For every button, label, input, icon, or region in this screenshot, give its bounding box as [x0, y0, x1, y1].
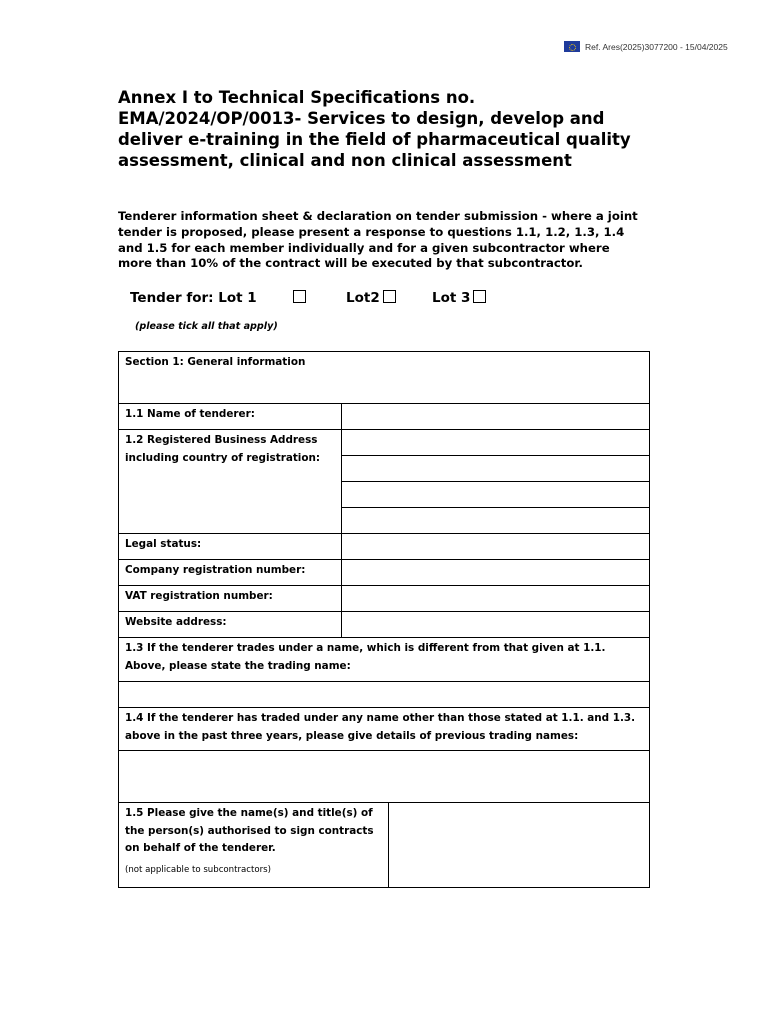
lot3-label: Lot 3	[432, 290, 471, 306]
reference-stamp	[564, 41, 728, 52]
name-label: 1.1 Name of tenderer:	[125, 408, 255, 420]
document-title: Annex I to Technical Specifications no. EMA/2024/OP/0013- Services to design, develop and deliver e-training in the field of pharmaceutical quality assessment, clinical and non clinical assessment	[118, 88, 631, 170]
signatory-label: 1.5 Please give the name(s) and title(s) of the person(s) authorised to sign contracts on behalf of the tenderer.	[125, 807, 374, 854]
vat-field[interactable]	[342, 586, 649, 611]
website-field[interactable]	[342, 612, 649, 637]
website-label: Website address:	[125, 616, 227, 628]
lot2-checkbox[interactable]	[383, 290, 396, 303]
lot1-label: Tender for: Lot 1	[130, 290, 257, 306]
name-field[interactable]	[342, 404, 649, 429]
tick-note: (please tick all that apply)	[135, 321, 278, 332]
legal-status-label: Legal status:	[125, 538, 202, 550]
signatory-field[interactable]	[389, 803, 649, 887]
general-information-form	[118, 351, 650, 888]
company-registration-label: Company registration number:	[125, 564, 306, 576]
section-title: Section 1: General information	[125, 356, 306, 368]
reference-text: Ref. Ares(2025)3077200 - 15/04/2025	[585, 41, 728, 52]
trading-name-label: 1.3 If the tenderer trades under a name, which is different from that given at 1.1. Above, please state the trading name:	[125, 642, 606, 672]
lot-selection	[130, 290, 530, 308]
eu-flag-icon	[564, 41, 580, 52]
lot2-label: Lot2	[346, 290, 380, 306]
address-label: 1.2 Registered Business Address including country of registration:	[125, 434, 321, 464]
vat-label: VAT registration number:	[125, 590, 273, 602]
address-line-2-field[interactable]	[342, 456, 649, 481]
previous-names-label: 1.4 If the tenderer has traded under any name other than those stated at 1.1. and 1.3. above in the past three years, please give details of previous trading names:	[125, 712, 636, 742]
intro-paragraph: Tenderer information sheet & declaration on tender submission - where a joint tender is proposed, please present a response to questions 1.1, 1.2, 1.3, 1.4 and 1.5 for each member individually and for a given subcontractor where more than 10% of the contract will be executed by that subcontractor.	[118, 209, 638, 271]
legal-status-field[interactable]	[342, 534, 649, 559]
address-line-3-field[interactable]	[342, 482, 649, 507]
previous-names-field[interactable]	[119, 751, 649, 802]
lot1-checkbox[interactable]	[293, 290, 306, 303]
address-line-4-field[interactable]	[342, 508, 649, 533]
company-registration-field[interactable]	[342, 560, 649, 585]
lot3-checkbox[interactable]	[473, 290, 486, 303]
address-line-1-field[interactable]	[342, 430, 649, 455]
signatory-note: (not applicable to subcontractors)	[125, 865, 272, 875]
trading-name-field[interactable]	[119, 682, 649, 707]
